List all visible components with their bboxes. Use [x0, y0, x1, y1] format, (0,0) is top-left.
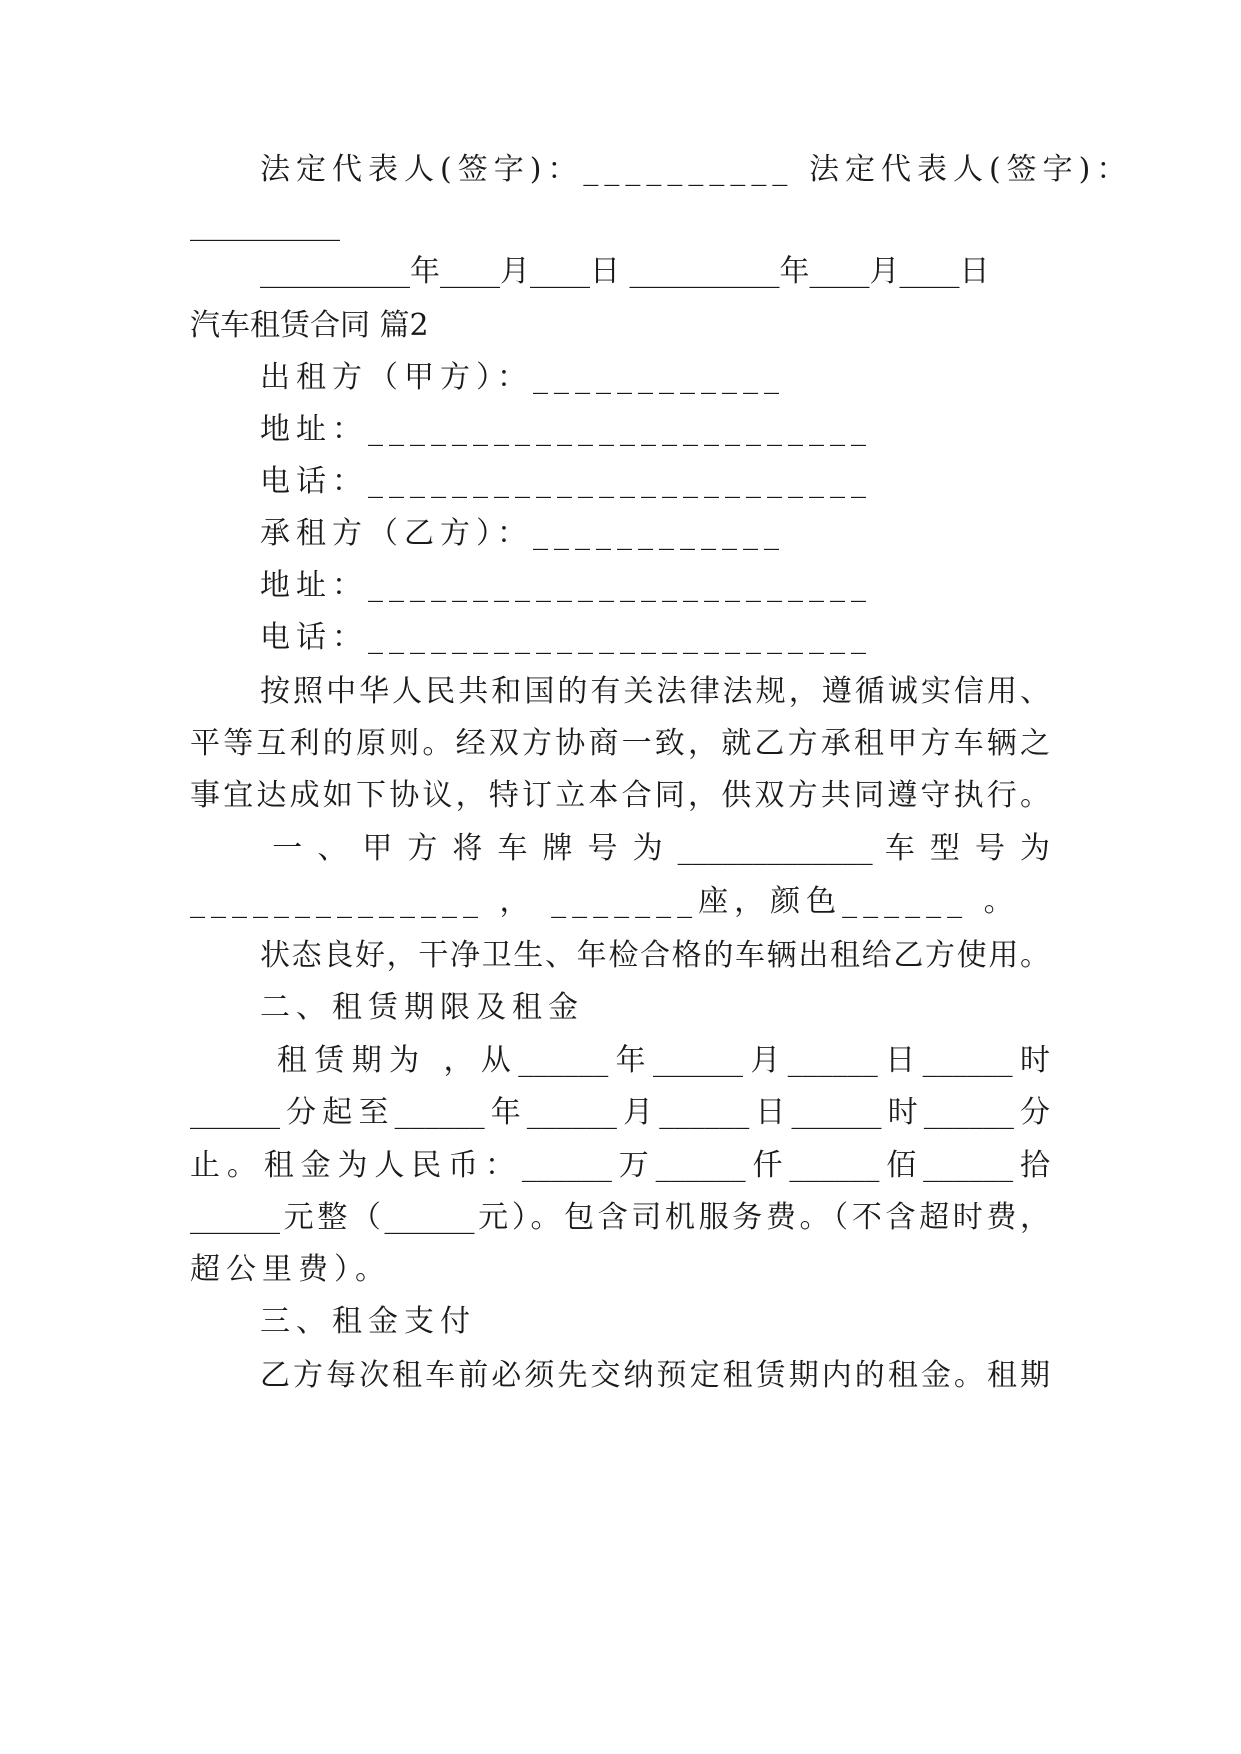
clause-1-line: ______________ ， _______座，颜色______ 。 [190, 884, 1020, 919]
signature-blank: __________ [190, 207, 340, 242]
rent-amount-line: 止。租金为人民币：______万______仟______佰______拾 [190, 1148, 1050, 1183]
paragraph-line: 事宜达成如下协议，特订立本合同，供双方共同遵守执行。 [190, 778, 1050, 813]
clause-1-line: 一 、 甲 方 将 车 牌 号 为 _____________ 车 型 号 为 [260, 831, 1050, 866]
rental-period-line: ______分起至______年______月______日______时______分 [190, 1095, 1050, 1130]
lessee-address-field: 地址：________________________ [260, 568, 872, 603]
lessor-phone-field: 电话：________________________ [260, 464, 872, 499]
lessee-phone-field: 电话：________________________ [260, 620, 872, 655]
clause-2-heading: 二、租赁期限及租金 [260, 990, 584, 1025]
paragraph-line: 乙方每次租车前必须先交纳预定租赁期内的租金。租期 [260, 1358, 1050, 1393]
signature-line: 法定代表人(签字)：__________ 法定代表人(签字)： [260, 152, 1133, 187]
section-title: 汽车租赁合同 篇2 [190, 308, 429, 343]
clause-3-heading: 三、租金支付 [260, 1304, 476, 1339]
rent-amount-line: ______元整（______元）。包含司机服务费。（不含超时费， [190, 1200, 1050, 1235]
paragraph-line: 平等互利的原则。经双方协商一致，就乙方承租甲方车辆之 [190, 726, 1050, 761]
lessor-address-field: 地址：________________________ [260, 412, 872, 447]
rent-amount-line: 超公里费）。 [190, 1252, 391, 1287]
rental-period-line: 租赁期为 ，从______年______月______日______时 [260, 1043, 1050, 1078]
lessee-field: 承租方（乙方）：____________ [260, 516, 785, 551]
lessor-field: 出租方（甲方）：____________ [260, 360, 785, 395]
date-line: __________年____月____日 __________年____月____日 [260, 254, 990, 289]
paragraph-line: 状态良好，干净卫生、年检合格的车辆出租给乙方使用。 [260, 938, 1050, 973]
paragraph-line: 按照中华人民共和国的有关法律法规，遵循诚实信用、 [260, 674, 1050, 709]
